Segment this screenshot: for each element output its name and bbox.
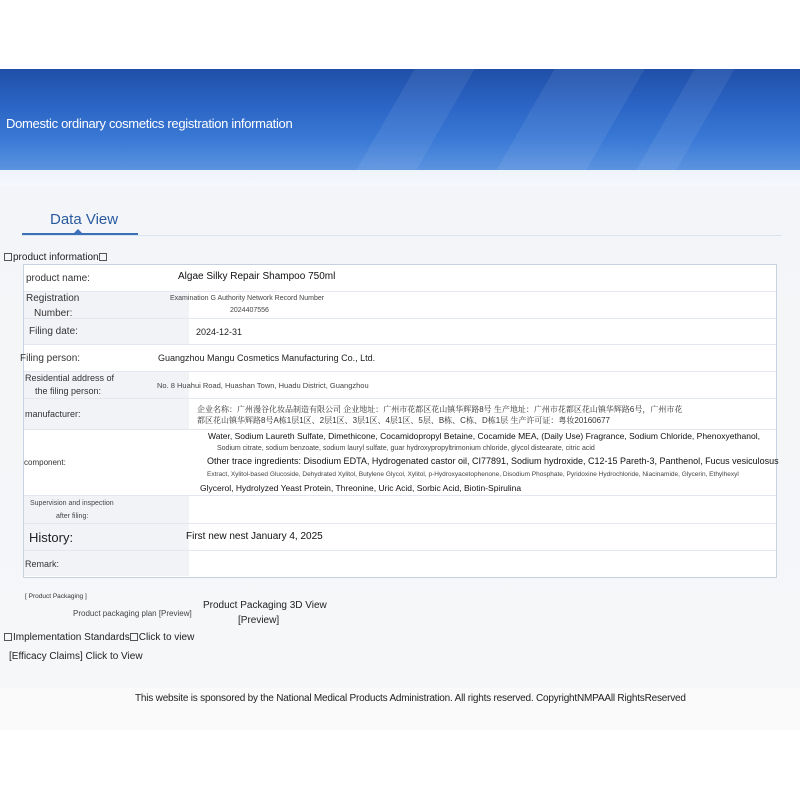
- label-residential-address: Residential address of: [25, 373, 115, 383]
- label-remark: Remark:: [25, 559, 60, 569]
- value-manufacturer-line1: 企业名称：广州漫谷化妆品制造有限公司 企业地址：广州市花都区花山镇华辉路8号 生产地址：广州市花都区花山镇华辉路6号，广州市花: [197, 405, 683, 414]
- packaging-3d-preview-link[interactable]: [Preview]: [238, 615, 280, 626]
- label-manufacturer: manufacturer:: [25, 409, 81, 419]
- label-history: History:: [29, 530, 74, 545]
- value-component-line4: Extract, Xylitol-based Glucoside, Dehydrated Xylitol, Butylene Glycol, Xylitol, p-Hydroxyacetophenone, Disodium Phosphate, Pyridoxine Hydrochloride, Niacinamide, Glycerin, Ethylhexyl: [207, 471, 739, 478]
- table-row-supervision: [24, 496, 776, 524]
- label-registration: Registration: [26, 293, 80, 304]
- value-component-line2: Sodium citrate, sodium benzoate, sodium lauryl sulfate, guar hydroxypropyltrimonium chloride, glycol distearate, citric acid: [217, 445, 595, 452]
- checkbox-icon: [4, 253, 12, 261]
- table-row-history: [24, 524, 776, 551]
- value-registration-number: 2024407556: [230, 307, 269, 314]
- table-row-component: [24, 430, 779, 496]
- table-row-product-name: [24, 265, 776, 292]
- label-supervision: Supervision and inspection: [30, 500, 114, 507]
- checkbox-icon: [99, 253, 107, 261]
- implementation-standards-click-link[interactable]: Click to view: [138, 632, 195, 643]
- checkbox-icon: [4, 633, 12, 641]
- value-component-line1: Water, Sodium Laureth Sulfate, Dimethicone, Cocamidopropyl Betaine, Cocamide MEA, (Daily Use) Fragrance, Sodium Chloride, Phenoxyethanol,: [208, 431, 760, 441]
- label-after-filing: after filing:: [56, 513, 89, 520]
- header-banner: [0, 69, 800, 170]
- table-row-filing-date: [24, 319, 776, 345]
- value-residential-address: No. 8 Huahui Road, Huashan Town, Huadu District, Guangzhou: [157, 381, 369, 390]
- value-filing-date: 2024-12-31: [196, 327, 243, 337]
- label-product-name: product name:: [26, 273, 90, 284]
- efficacy-claims-link[interactable]: [Efficacy Claims] Click to View: [9, 651, 143, 662]
- label-registration-number: Number:: [34, 308, 73, 319]
- product-packaging-tag: [ Product Packaging ]: [25, 593, 87, 600]
- label-filing-person: Filing person:: [20, 353, 81, 364]
- tab-data-view[interactable]: Data View: [50, 211, 119, 228]
- table-row-registration: [24, 292, 776, 319]
- implementation-standards-label: Implementation Standards: [13, 632, 130, 643]
- value-filing-person: Guangzhou Mangu Cosmetics Manufacturing Co., Ltd.: [158, 353, 376, 363]
- table-row-filing-person: [20, 345, 776, 372]
- table-row-residential-address: [24, 372, 776, 399]
- banner-title: Domestic ordinary cosmetics registration information: [6, 116, 293, 131]
- banner-decoration: [474, 69, 656, 170]
- checkbox-icon: [130, 633, 138, 641]
- implementation-standards-row: [4, 632, 194, 643]
- section-title: product information: [13, 252, 99, 263]
- section-product-information: [4, 252, 108, 263]
- packaging-plan-preview-link[interactable]: Product packaging plan [Preview]: [73, 609, 192, 618]
- tab-divider: [22, 235, 782, 236]
- product-info-table: [20, 264, 779, 578]
- footer-copyright: This website is sponsored by the National Medical Products Administration. All rights reserved. CopyrightNMPAAll RightsReserved: [135, 693, 686, 704]
- packaging-3d-view-link[interactable]: Product Packaging 3D View: [203, 600, 327, 611]
- label-filing-date: Filing date:: [29, 326, 78, 337]
- value-manufacturer-line2: 都区花山镇华辉路8号A栋1层1区、2层1区、3层1区、4层1区、5层、B栋、C栋、D栋1层 生产许可证：粤妆20160677: [197, 416, 610, 425]
- value-component-line5: Glycerol, Hydrolyzed Yeast Protein, Threonine, Uric Acid, Sorbic Acid, Biotin-Spirulina: [200, 483, 522, 493]
- value-component-line3: Other trace ingredients: Disodium EDTA, Hydrogenated castor oil, CI77891, Sodium hydroxide, C12-15 Pareth-3, Panthenol, Fucus vesiculosus: [207, 456, 779, 466]
- value-registration-authority: Examination G Authority Network Record Number: [170, 295, 325, 302]
- value-product-name: Algae Silky Repair Shampoo 750ml: [178, 271, 336, 282]
- label-filing-person-address: the filing person:: [35, 386, 102, 396]
- banner-decoration: [334, 69, 486, 170]
- label-component: component:: [24, 458, 66, 467]
- table-row-manufacturer: [24, 399, 776, 430]
- table-row-remark: [24, 551, 776, 576]
- value-history: First new nest January 4, 2025: [186, 531, 323, 542]
